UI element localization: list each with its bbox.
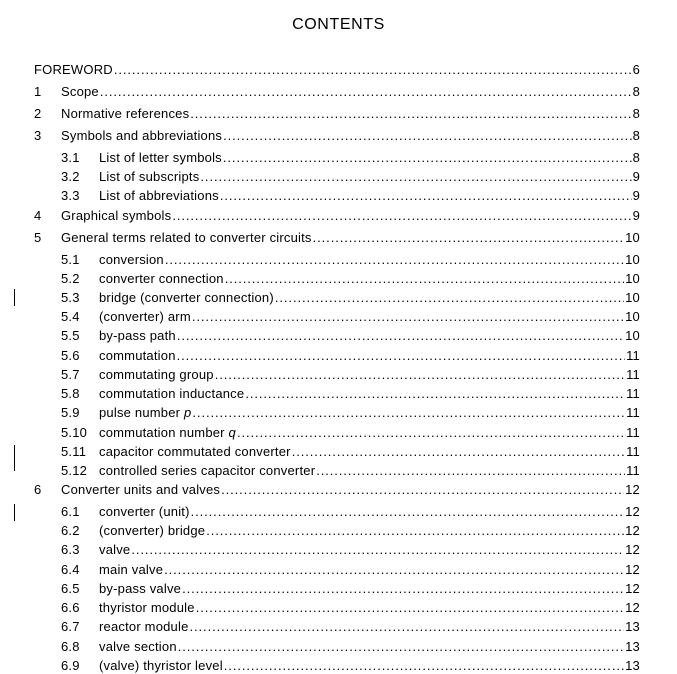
toc-entry[interactable] bbox=[34, 230, 640, 246]
toc-entry-page: 11 bbox=[626, 444, 640, 459]
toc-entry[interactable] bbox=[34, 482, 640, 498]
dot-leader bbox=[206, 523, 624, 539]
toc-entry[interactable] bbox=[61, 639, 640, 655]
toc-entry-number: 6.3 bbox=[61, 542, 80, 557]
toc-entry-title: pulse number p bbox=[99, 405, 192, 420]
toc-entry[interactable] bbox=[61, 367, 640, 383]
dot-leader bbox=[131, 542, 624, 558]
dot-leader bbox=[172, 208, 631, 224]
toc-entry-symbol: p bbox=[183, 405, 192, 420]
toc-entry-title: List of abbreviations bbox=[99, 188, 219, 203]
dot-leader bbox=[221, 482, 624, 498]
toc-entry[interactable] bbox=[61, 523, 640, 539]
toc-entry[interactable] bbox=[61, 425, 640, 441]
toc-entry[interactable] bbox=[61, 386, 640, 402]
toc-entry-title: valve bbox=[99, 542, 131, 557]
toc-entry-page: 11 bbox=[626, 405, 640, 420]
toc-entry-page: 11 bbox=[626, 367, 640, 382]
dot-leader bbox=[190, 106, 631, 122]
toc-entry-title: controlled series capacitor converter bbox=[99, 463, 316, 478]
toc-entry-number: 6.4 bbox=[61, 562, 80, 577]
toc-entry-number: 3 bbox=[34, 128, 42, 143]
toc-entry-title: by-pass valve bbox=[99, 581, 182, 596]
dot-leader bbox=[313, 230, 624, 246]
toc-entry-page: 12 bbox=[625, 542, 640, 557]
dot-leader bbox=[292, 444, 625, 460]
toc-entry[interactable] bbox=[34, 84, 640, 100]
toc-entry-title: (converter) bridge bbox=[99, 523, 206, 538]
toc-entry[interactable] bbox=[61, 444, 640, 460]
toc-entry-page: 12 bbox=[625, 581, 640, 596]
toc-entry-number: 6.1 bbox=[61, 504, 80, 519]
toc-entry[interactable] bbox=[61, 348, 640, 364]
change-bar bbox=[14, 289, 15, 306]
toc-entry-number: 5.10 bbox=[61, 425, 88, 440]
dot-leader bbox=[225, 271, 624, 287]
dot-leader bbox=[177, 348, 625, 364]
toc-entry[interactable] bbox=[61, 405, 640, 421]
toc-entry[interactable] bbox=[61, 562, 640, 578]
toc-entry-title: Graphical symbols bbox=[61, 208, 172, 223]
dot-leader bbox=[316, 463, 625, 479]
dot-leader bbox=[114, 62, 632, 78]
toc-entry-page: 12 bbox=[625, 482, 640, 497]
toc-entry[interactable] bbox=[34, 128, 640, 144]
toc-entry[interactable] bbox=[61, 504, 640, 520]
toc-entry-title: reactor module bbox=[99, 619, 189, 634]
toc-entry-title: List of subscripts bbox=[99, 169, 200, 184]
toc-entry-title: valve section bbox=[99, 639, 177, 654]
toc-entry[interactable] bbox=[34, 208, 640, 224]
toc-entry-page: 10 bbox=[625, 309, 640, 324]
toc-entry-page: 8 bbox=[632, 106, 640, 121]
dot-leader bbox=[200, 169, 631, 185]
toc-entry[interactable] bbox=[61, 581, 640, 597]
toc-entry-page: 9 bbox=[632, 188, 640, 203]
toc-entry-page: 10 bbox=[625, 271, 640, 286]
toc-entry[interactable] bbox=[61, 271, 640, 287]
toc-entry-title: Symbols and abbreviations bbox=[61, 128, 223, 143]
toc-entry-page: 12 bbox=[625, 562, 640, 577]
toc-entry[interactable] bbox=[61, 542, 640, 558]
toc-entry-page: 11 bbox=[626, 425, 640, 440]
dot-leader bbox=[237, 425, 625, 441]
toc-entry[interactable] bbox=[61, 150, 640, 166]
toc-entry-number: 6.9 bbox=[61, 658, 80, 673]
toc-entry-symbol: q bbox=[228, 425, 236, 440]
toc-entry-page: 13 bbox=[625, 639, 640, 654]
toc-entry-page: 12 bbox=[625, 600, 640, 615]
toc-entry-page: 10 bbox=[625, 252, 640, 267]
toc-title: CONTENTS bbox=[292, 16, 385, 33]
dot-leader bbox=[165, 252, 624, 268]
toc-entry-page: 13 bbox=[625, 619, 640, 634]
toc-entry[interactable] bbox=[34, 62, 640, 78]
toc-entry-page: 6 bbox=[632, 62, 640, 77]
toc-entry-title: commutation inductance bbox=[99, 386, 245, 401]
toc-entry-title: (converter) arm bbox=[99, 309, 191, 324]
toc-entry-page: 12 bbox=[625, 523, 640, 538]
toc-entry-title: thyristor module bbox=[99, 600, 195, 615]
toc-entry-number: 3.3 bbox=[61, 188, 80, 203]
toc-entry-number: 6.5 bbox=[61, 581, 80, 596]
dot-leader bbox=[178, 639, 624, 655]
toc-entry-title: main valve bbox=[99, 562, 164, 577]
toc-entry-number: 1 bbox=[34, 84, 42, 99]
dot-leader bbox=[224, 658, 624, 674]
toc-entry-number: 5.7 bbox=[61, 367, 80, 382]
toc-entry-title: commutation bbox=[99, 348, 176, 363]
toc-entry[interactable] bbox=[61, 463, 640, 479]
toc-entry-page: 8 bbox=[632, 150, 640, 165]
toc-entry-page: 11 bbox=[626, 463, 640, 478]
toc-entry[interactable] bbox=[61, 328, 640, 344]
toc-entry-number: 6 bbox=[34, 482, 42, 497]
toc-entry-page: 10 bbox=[625, 290, 640, 305]
toc-entry[interactable] bbox=[61, 658, 640, 674]
toc-entry-number: 5.12 bbox=[61, 463, 88, 478]
toc-entry-page: 11 bbox=[626, 386, 640, 401]
toc-entry-number: 5.3 bbox=[61, 290, 80, 305]
dot-leader bbox=[245, 386, 625, 402]
toc-entry-number: 2 bbox=[34, 106, 42, 121]
toc-entry-title: converter (unit) bbox=[99, 504, 190, 519]
dot-leader bbox=[182, 581, 624, 597]
toc-entry-number: 6.7 bbox=[61, 619, 80, 634]
dot-leader bbox=[177, 328, 624, 344]
toc-entry-number: 5 bbox=[34, 230, 42, 245]
toc-entry-title: General terms related to converter circuits bbox=[61, 230, 312, 245]
toc-entry[interactable] bbox=[61, 188, 640, 204]
toc-entry-number: 6.2 bbox=[61, 523, 80, 538]
change-bar bbox=[14, 445, 15, 471]
toc-entry-title: by-pass path bbox=[99, 328, 176, 343]
dot-leader bbox=[191, 504, 625, 520]
toc-entry[interactable] bbox=[61, 309, 640, 325]
dot-leader bbox=[196, 600, 624, 616]
toc-entry-number: 5.9 bbox=[61, 405, 80, 420]
toc-entry[interactable] bbox=[61, 252, 640, 268]
dot-leader bbox=[100, 84, 632, 100]
toc-entry-number: 5.11 bbox=[61, 444, 87, 459]
toc-entry[interactable] bbox=[61, 600, 640, 616]
toc-entry-page: 8 bbox=[632, 84, 640, 99]
toc-entry-page: 10 bbox=[625, 328, 640, 343]
toc-entry-title: List of letter symbols bbox=[99, 150, 222, 165]
dot-leader bbox=[220, 188, 632, 204]
toc-entry-number: 3.1 bbox=[61, 150, 80, 165]
toc-entry[interactable] bbox=[61, 619, 640, 635]
dot-leader bbox=[192, 309, 624, 325]
toc-entry-title: Normative references bbox=[61, 106, 190, 121]
toc-entry-page: 9 bbox=[632, 169, 640, 184]
toc-entry-number: 5.8 bbox=[61, 386, 80, 401]
toc-entry-number: 6.8 bbox=[61, 639, 80, 654]
toc-entry-page: 8 bbox=[632, 128, 640, 143]
toc-entry-page: 11 bbox=[626, 348, 640, 363]
dot-leader bbox=[275, 290, 624, 306]
toc-entry-number: 4 bbox=[34, 208, 42, 223]
toc-entry-number: 6.6 bbox=[61, 600, 80, 615]
dot-leader bbox=[223, 128, 631, 144]
toc-entry-title: converter connection bbox=[99, 271, 224, 286]
toc-entry-page: 12 bbox=[625, 504, 640, 519]
toc-entry-page: 13 bbox=[625, 658, 640, 673]
toc-entry-title: bridge (converter connection) bbox=[99, 290, 274, 305]
toc-entry-number: 5.4 bbox=[61, 309, 80, 324]
toc-entry[interactable] bbox=[61, 290, 640, 306]
change-bar bbox=[14, 504, 15, 521]
dot-leader bbox=[190, 619, 625, 635]
toc-entry-number: 5.5 bbox=[61, 328, 80, 343]
toc-entry[interactable] bbox=[61, 169, 640, 185]
toc-entry-title: FOREWORD bbox=[34, 62, 113, 77]
toc-entry-page: 10 bbox=[625, 230, 640, 245]
toc-entry-title: commutating group bbox=[99, 367, 214, 382]
toc-entry-title: (valve) thyristor level bbox=[99, 658, 223, 673]
toc-entry-title: Scope bbox=[61, 84, 99, 99]
toc-entry-number: 5.2 bbox=[61, 271, 80, 286]
toc-entry-number: 3.2 bbox=[61, 169, 80, 184]
toc-entry-title: capacitor commutated converter bbox=[99, 444, 291, 459]
dot-leader bbox=[192, 405, 625, 421]
dot-leader bbox=[215, 367, 625, 383]
toc-entry-number: 5.6 bbox=[61, 348, 80, 363]
toc-entry-title: conversion bbox=[99, 252, 164, 267]
toc-entry-number: 5.1 bbox=[61, 252, 80, 267]
toc-entry[interactable] bbox=[34, 106, 640, 122]
dot-leader bbox=[223, 150, 632, 166]
toc-entry-title: Converter units and valves bbox=[61, 482, 221, 497]
toc-entry-title: commutation number q bbox=[99, 425, 236, 440]
toc-entry-page: 9 bbox=[632, 208, 640, 223]
dot-leader bbox=[164, 562, 624, 578]
